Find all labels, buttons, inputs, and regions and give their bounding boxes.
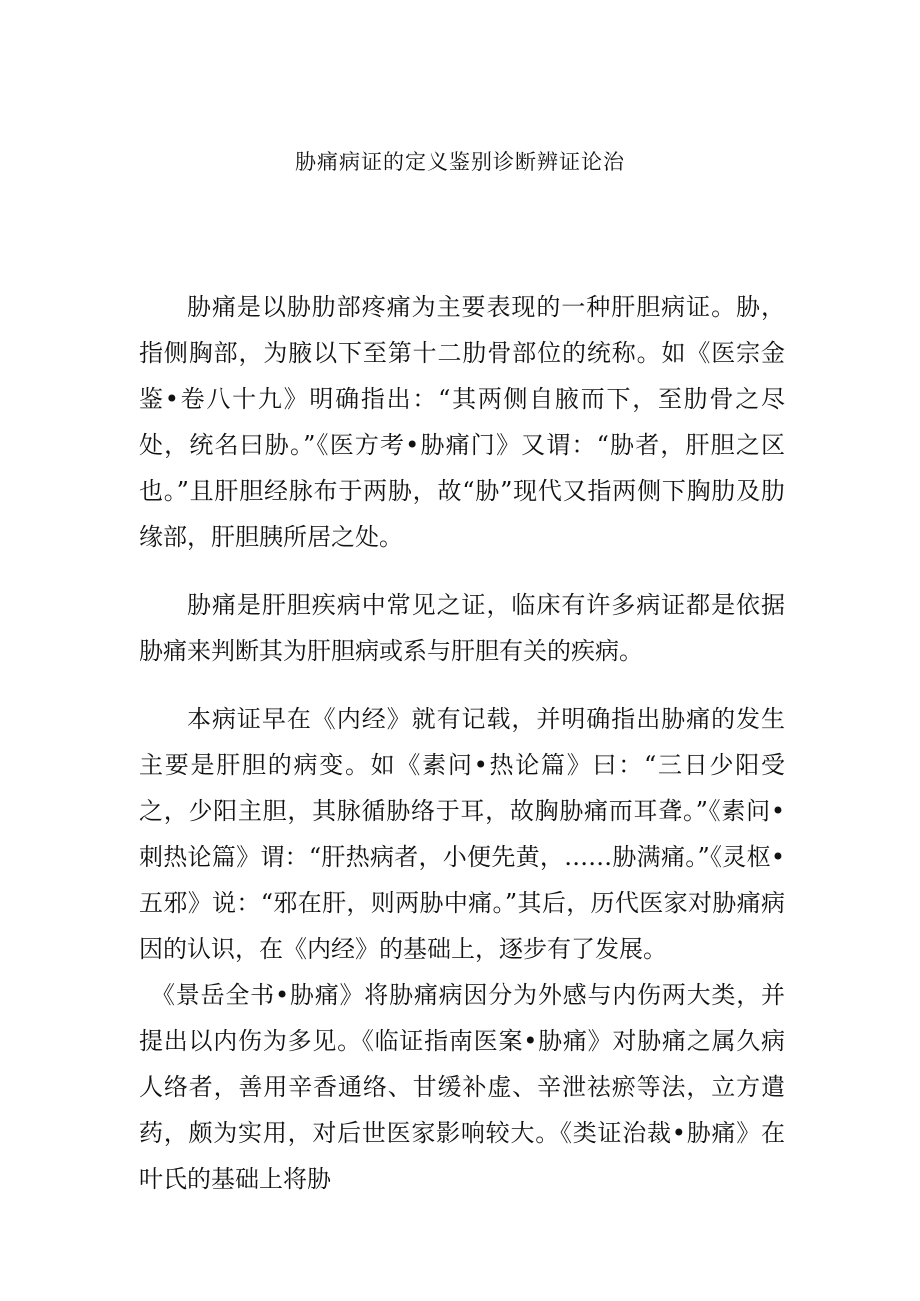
document-title: 胁痛病证的定义鉴别诊断辨证论治 [295,150,625,174]
paragraph-later-physicians: 《景岳全书•胁痛》将胁痛病因分为外感与内伤两大类，并提出以内伤为多见。《临证指南医案•胁痛》对胁痛之属久病人络者，善用辛香通络、甘缓补虚、辛泄祛瘀等法，立方遣药，颇为实用，对后世医家影响较大。《类证治裁•胁痛》在叶氏的基础上将胁 [139,981,785,1193]
paragraph-neijing-history: 本病证早在《内经》就有记载，并明确指出胁痛的发生主要是肝胆的病变。如《素问•热论篇》曰：“三日少阳受之，少阳主胆，其脉循胁络于耳，故胸胁痛而耳聋。”《素问•刺热论篇》谓：“肝热病者，小便先黄，……胁满痛。”《灵枢•五邪》说：“邪在肝，则两胁中痛。”其后，历代医家对胁痛病因的认识，在《内经》的基础上，逐步有了发展。 [139,705,785,963]
document-body [139,284,785,1202]
paragraph-common-symptom: 胁痛是肝胆疾病中常见之证，临床有许多病证都是依据胁痛来判断其为肝胆病或系与肝胆有关的疾病。 [139,591,785,665]
paragraph-definition: 胁痛是以胁肋部疼痛为主要表现的一种肝胆病证。胁，指侧胸部，为腋以下至第十二肋骨部位的统称。如《医宗金鉴•卷八十九》明确指出：“其两侧自腋而下，至肋骨之尽处，统名曰胁。”《医方考•胁痛门》又谓：“胁者，肝胆之区也。”且肝胆经脉布于两胁，故“胁”现代又指两侧下胸肋及肋缘部，肝胆胰所居之处。 [139,293,785,551]
